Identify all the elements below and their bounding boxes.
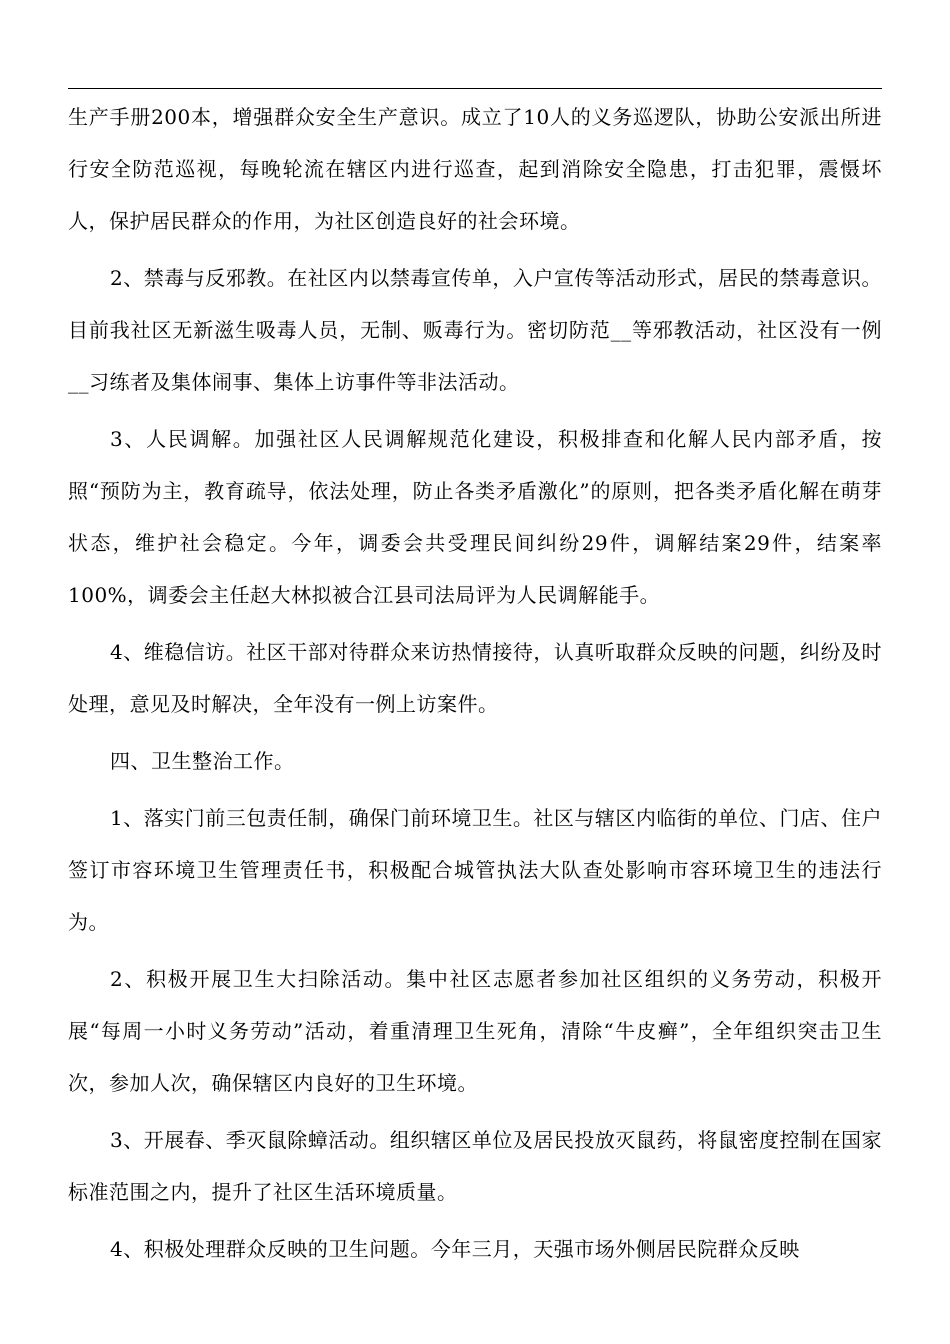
paragraph-9: 4、积极处理群众反映的卫生问题。今年三月，天强市场外侧居民院群众反映 <box>110 1237 800 1261</box>
paragraph-3: 3、人民调解。加强社区人民调解规范化建设，积极排查和化解人民内部矛盾，按照“预防为主，教育疏导，依法处理，防止各类矛盾激化”的原则，把各类矛盾化解在萌芽状态，维护社会稳定。今年，调委会共受理民间纠纷29件，调解结案29件，结案率100%，调委会主任赵大林拟被合江县司法局评为人民调解能手。 <box>68 427 882 607</box>
paragraph-6: 1、落实门前三包责任制，确保门前环境卫生。社区与辖区内临街的单位、门店、住户签订市容环境卫生管理责任书，积极配合城管执法大队查处影响市容环境卫生的违法行为。 <box>68 806 882 934</box>
section-heading-4: 四、卫生整治工作。 <box>110 749 295 773</box>
paragraph-7: 2、积极开展卫生大扫除活动。集中社区志愿者参加社区组织的义务劳动，积极开展“每周一小时义务劳动”活动，着重清理卫生死角，清除“牛皮癣”，全年组织突击卫生次，参加人次，确保辖区内良好的卫生环境。 <box>68 967 882 1095</box>
paragraph-2: 2、禁毒与反邪教。在社区内以禁毒宣传单，入户宣传等活动形式，居民的禁毒意识。目前我社区无新滋生吸毒人员，无制、贩毒行为。密切防范__等邪教活动，社区没有一例__习练者及集体闹事、集体上访事件等非法活动。 <box>68 266 882 394</box>
paragraph-8: 3、开展春、季灭鼠除蟑活动。组织辖区单位及居民投放灭鼠药，将鼠密度控制在国家标准范围之内，提升了社区生活环境质量。 <box>68 1128 882 1204</box>
paragraph-1: 生产手册200本，增强群众安全生产意识。成立了10人的义务巡逻队，协助公安派出所进行安全防范巡视，每晚轮流在辖区内进行巡查，起到消除安全隐患，打击犯罪，震慑坏人，保护居民群众的作用，为社区创造良好的社会环境。 <box>68 105 882 233</box>
header-rule <box>68 88 882 89</box>
paragraph-4: 4、维稳信访。社区干部对待群众来访热情接待，认真听取群众反映的问题，纠纷及时处理，意见及时解决，全年没有一例上访案件。 <box>68 640 882 716</box>
document-body <box>68 91 882 1280</box>
